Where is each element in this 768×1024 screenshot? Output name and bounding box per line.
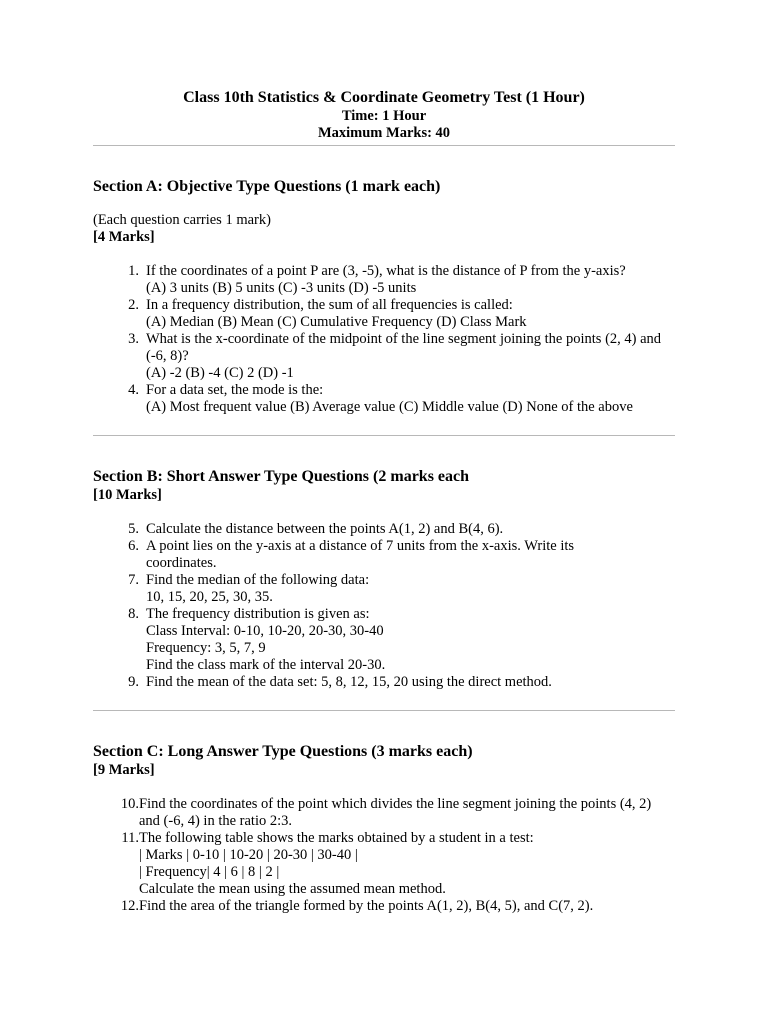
section-c-heading: Section C: Long Answer Type Questions (3 marks each)	[93, 743, 473, 760]
question-item	[93, 830, 675, 898]
question-item	[93, 898, 675, 915]
question-item	[93, 331, 675, 382]
section-a-questions	[93, 263, 675, 416]
section-b-marks: [10 Marks]	[93, 487, 162, 503]
divider	[93, 435, 675, 436]
question-number: 2.	[128, 297, 139, 313]
frequency-line: Frequency: 3, 5, 7, 9	[146, 640, 266, 656]
section-a	[93, 177, 675, 416]
question-number: 12.	[120, 898, 139, 914]
question-number: 8.	[128, 606, 139, 622]
question-text: Calculate the distance between the points A(1, 2) and B(4, 6).	[146, 521, 504, 537]
question-text: Find the median of the following data:	[146, 572, 370, 588]
question-number: 1.	[128, 263, 139, 279]
question-options: (A) Median (B) Mean (C) Cumulative Frequency (D) Class Mark	[146, 314, 527, 330]
question-number: 7.	[128, 572, 139, 588]
section-b-questions	[93, 521, 675, 691]
section-a-note: (Each question carries 1 mark)	[93, 212, 271, 228]
question-item	[93, 606, 675, 674]
divider	[93, 710, 675, 711]
question-item	[93, 674, 675, 691]
question-text: If the coordinates of a point P are (3, -5), what is the distance of P from the y-axis?	[146, 263, 626, 279]
question-item	[93, 382, 675, 416]
question-number: 10.	[120, 796, 139, 812]
question-item	[93, 263, 675, 297]
question-task: Calculate the mean using the assumed mean method.	[139, 881, 446, 897]
question-item	[93, 521, 675, 538]
question-number: 5.	[128, 521, 139, 537]
maximum-marks: Maximum Marks: 40	[317, 125, 451, 141]
question-options: (A) -2 (B) -4 (C) 2 (D) -1	[146, 365, 294, 381]
question-text: For a data set, the mode is the:	[146, 382, 324, 398]
section-c	[93, 742, 675, 915]
section-c-questions	[93, 796, 675, 915]
question-number: 11.	[121, 830, 139, 846]
question-text: Find the coordinates of the point which divides the line segment joining the points (4, 2) and (-6, 4) in the ratio 2:3.	[139, 796, 652, 829]
question-text: Find the area of the triangle formed by the points A(1, 2), B(4, 5), and C(7, 2).	[139, 898, 594, 914]
section-a-marks: [4 Marks]	[93, 229, 155, 245]
question-text: In a frequency distribution, the sum of all frequencies is called:	[146, 297, 513, 313]
question-number: 6.	[128, 538, 139, 554]
question-number: 4.	[128, 382, 139, 398]
section-a-heading: Section A: Objective Type Questions (1 mark each)	[93, 178, 441, 195]
question-item	[93, 572, 675, 606]
section-c-marks: [9 Marks]	[93, 762, 155, 778]
question-options: (A) Most frequent value (B) Average value (C) Middle value (D) None of the above	[146, 399, 633, 415]
question-text: The following table shows the marks obtained by a student in a test:	[139, 830, 534, 846]
question-options: (A) 3 units (B) 5 units (C) -3 units (D) -5 units	[146, 280, 417, 296]
question-text: Find the mean of the data set: 5, 8, 12, 15, 20 using the direct method.	[146, 674, 552, 690]
section-b	[93, 467, 675, 691]
class-interval-line: Class Interval: 0-10, 10-20, 20-30, 30-40	[146, 623, 384, 639]
question-item	[93, 297, 675, 331]
question-item	[93, 796, 675, 830]
question-data: 10, 15, 20, 25, 30, 35.	[146, 589, 273, 605]
question-number: 9.	[128, 674, 139, 690]
question-number: 3.	[128, 331, 139, 347]
test-paper	[93, 88, 675, 915]
question-text: A point lies on the y-axis at a distance of 7 units from the x-axis. Write its coordinates.	[146, 538, 575, 571]
divider	[93, 145, 675, 146]
question-item	[93, 538, 675, 572]
time-allowed: Time: 1 Hour	[341, 108, 427, 124]
table-frequency-line: | Frequency| 4 | 6 | 8 | 2 |	[139, 864, 280, 880]
table-header-line: | Marks | 0-10 | 10-20 | 20-30 | 30-40 |	[139, 847, 358, 863]
paper-header	[93, 88, 675, 142]
question-text: The frequency distribution is given as:	[146, 606, 370, 622]
paper-title: Class 10th Statistics & Coordinate Geometry Test (1 Hour)	[183, 89, 585, 106]
question-text: What is the x-coordinate of the midpoint of the line segment joining the points (2, 4) and (-6, 8)?	[146, 331, 662, 364]
question-task: Find the class mark of the interval 20-30.	[146, 657, 386, 673]
section-b-heading: Section B: Short Answer Type Questions (2 marks each	[93, 468, 470, 485]
